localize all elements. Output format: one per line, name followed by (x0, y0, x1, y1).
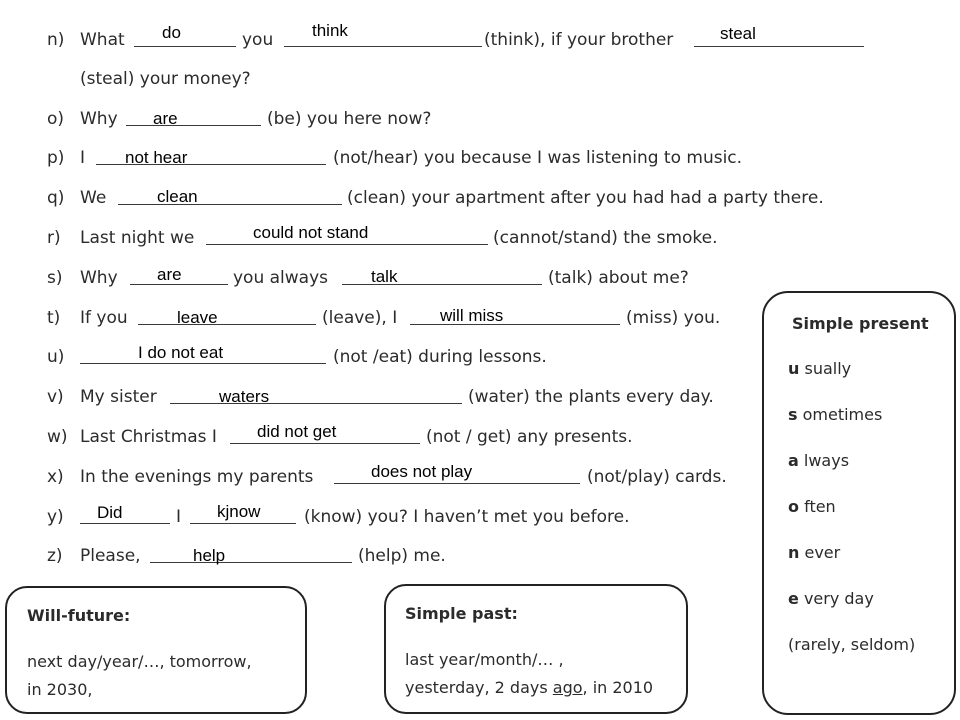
answer-text: help (193, 546, 226, 565)
answer-text: do (162, 23, 181, 42)
answer-text: Did (97, 503, 123, 522)
exercise-text: What (80, 30, 125, 50)
exercise-text: (cannot/stand) the smoke. (493, 228, 718, 248)
exercise-text: I (80, 148, 86, 168)
exercise-n (0, 30, 960, 60)
exercise-text: We (80, 188, 107, 208)
simple-past-text: , in 2010 (582, 678, 654, 697)
will-future-line: in 2030, (27, 680, 93, 699)
exercise-text: Please, (80, 546, 141, 566)
answer-text: waters (219, 387, 270, 406)
exercise-marker: q) (47, 188, 65, 208)
simple-present-item: o ften (788, 497, 836, 516)
exercise-text: (be) you here now? (267, 109, 432, 129)
simple-past-title: Simple past: (405, 604, 518, 623)
exercise-text: (not/hear) you because I was listening to music. (333, 148, 743, 168)
exercise-marker: w) (47, 427, 68, 447)
exercise-n-continued (0, 69, 960, 99)
answer-blank[interactable] (134, 30, 236, 47)
exercise-marker: t) (47, 308, 61, 328)
exercise-text: (leave), I (322, 308, 398, 328)
exercise-text: you (242, 30, 274, 50)
simple-present-item: n ever (788, 543, 841, 562)
answer-blank[interactable] (118, 188, 342, 205)
exercise-marker: r) (47, 228, 61, 248)
exercise-marker: p) (47, 148, 65, 168)
answer-text: will miss (440, 306, 504, 325)
answer-text: not hear (125, 148, 188, 167)
answer-blank[interactable] (170, 387, 462, 404)
exercise-text: Why (80, 109, 118, 129)
answer-text: are (153, 109, 178, 128)
exercise-marker: v) (47, 387, 64, 407)
exercise-text: (think), if your brother (484, 30, 674, 50)
exercise-text: (steal) your money? (80, 69, 251, 89)
exercise-text: (not /eat) during lessons. (333, 347, 547, 367)
exercise-text: (not / get) any presents. (426, 427, 633, 447)
answer-blank[interactable] (150, 546, 352, 563)
answer-text: kjnow (217, 502, 261, 521)
simple-past-text: yesterday, 2 days (405, 678, 553, 697)
answer-text: think (312, 21, 348, 40)
exercise-text: I (176, 507, 182, 527)
exercise-text: (not/play) cards. (587, 467, 727, 487)
answer-text: leave (177, 308, 218, 327)
answer-blank[interactable] (126, 109, 261, 126)
exercise-text: (talk) about me? (548, 268, 689, 288)
answer-blank[interactable] (80, 507, 170, 524)
simple-present-item: s ometimes (788, 405, 883, 424)
answer-text: clean (157, 187, 198, 206)
simple-past-ago: ago (552, 678, 583, 697)
simple-past-line: last year/month/… , (405, 650, 564, 669)
exercise-text: If you (80, 308, 128, 328)
answer-text: did not get (257, 422, 337, 441)
exercise-marker: o) (47, 109, 65, 129)
exercise-r (0, 228, 960, 258)
answer-text: I do not eat (138, 343, 224, 362)
answer-text: steal (720, 24, 756, 43)
will-future-line: next day/year/…, tomorrow, (27, 652, 252, 671)
exercise-text: In the evenings my parents (80, 467, 314, 487)
answer-text: could not stand (253, 223, 369, 242)
answer-blank[interactable] (138, 308, 316, 325)
simple-present-extra: (rarely, seldom) (788, 635, 916, 654)
exercise-marker: y) (47, 507, 64, 527)
exercise-text: (know) you? I haven’t met you before. (304, 507, 630, 527)
will-future-title: Will-future: (27, 606, 131, 625)
exercise-text: Last night we (80, 228, 195, 248)
exercise-text: My sister (80, 387, 157, 407)
simple-present-item: a lways (788, 451, 850, 470)
exercise-text: Last Christmas I (80, 427, 217, 447)
exercise-o (0, 109, 960, 139)
exercise-marker: s) (47, 268, 63, 288)
exercise-text: (miss) you. (626, 308, 721, 328)
exercise-text: (water) the plants every day. (468, 387, 714, 407)
exercise-q (0, 188, 960, 218)
simple-present-item: e very day (788, 589, 874, 608)
exercise-text: Why (80, 268, 118, 288)
exercise-marker: z) (47, 546, 63, 566)
simple-present-item: u sually (788, 359, 852, 378)
answer-text: talk (371, 267, 398, 286)
simple-past-line (405, 678, 653, 697)
exercise-text: (help) me. (358, 546, 446, 566)
exercise-marker: n) (47, 30, 65, 50)
exercise-marker: u) (47, 347, 65, 367)
exercise-text: you always (233, 268, 329, 288)
exercise-marker: x) (47, 467, 64, 487)
answer-text: are (157, 265, 182, 284)
exercise-text: (clean) your apartment after you had had a party there. (347, 188, 824, 208)
simple-present-title: Simple present (792, 314, 929, 333)
answer-text: does not play (371, 462, 473, 481)
